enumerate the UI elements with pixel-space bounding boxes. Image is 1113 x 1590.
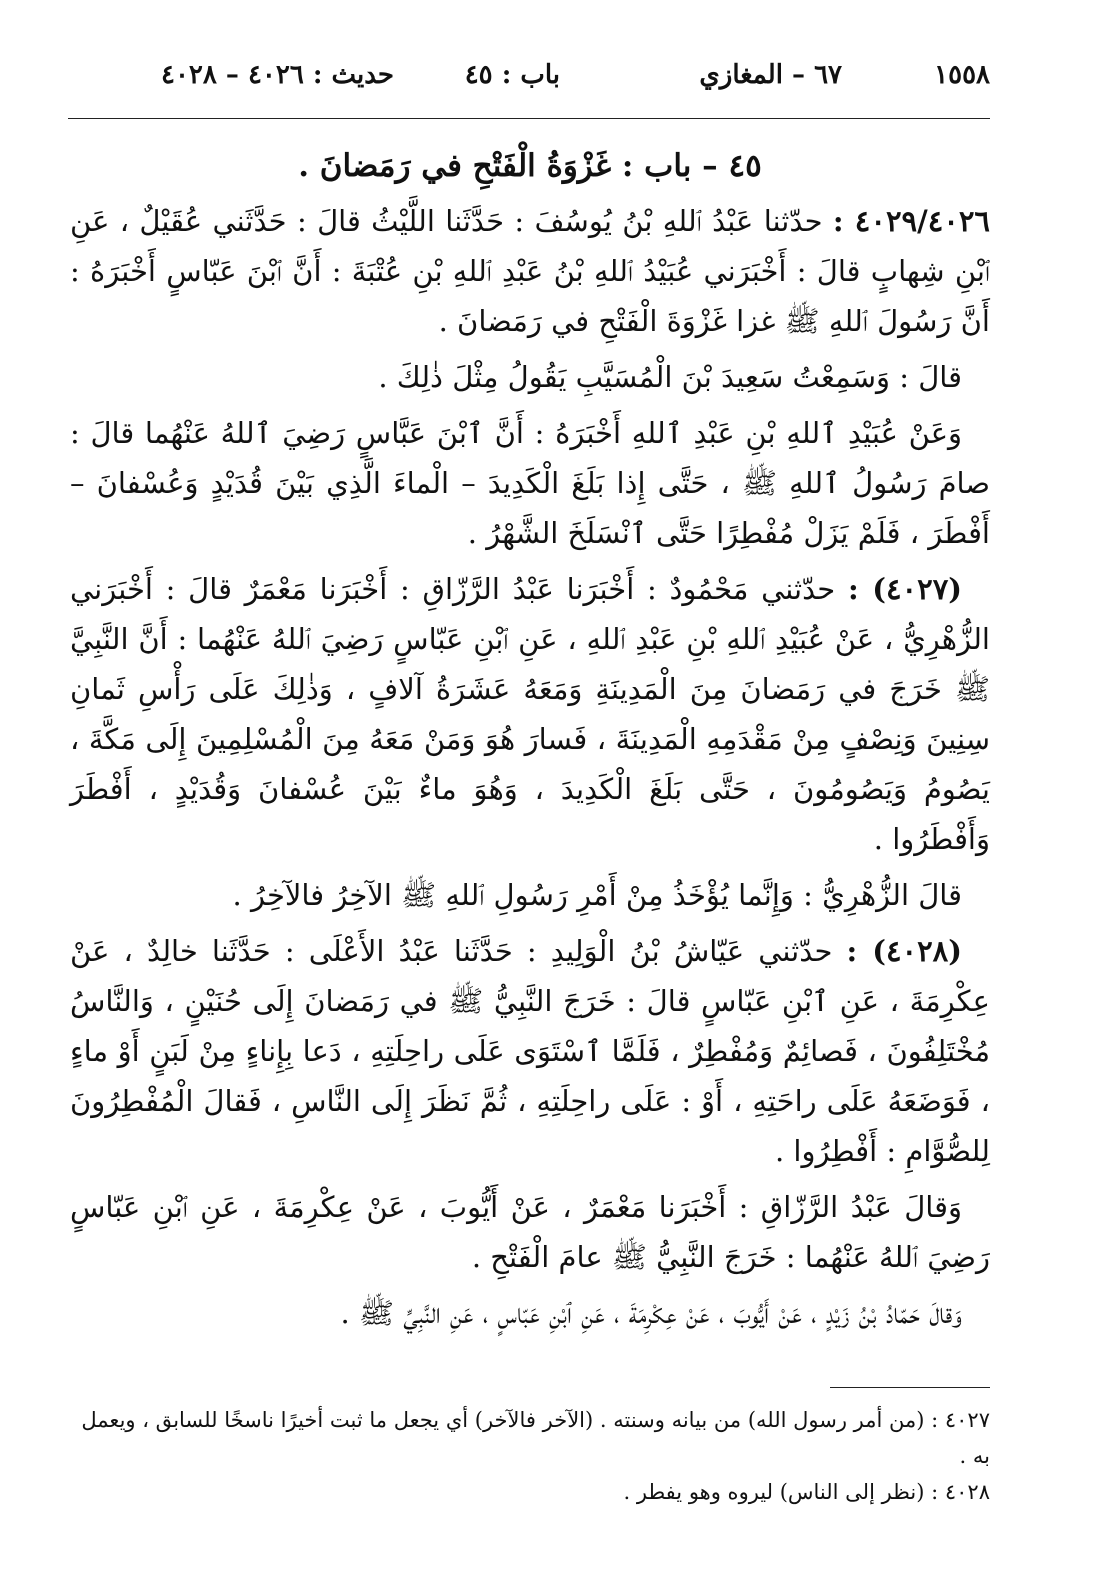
footnote: ٤٠٢٧ : (من أمر رسول الله) من بيانه وسنته . (الآخر فالآخر) أي يجعل ما ثبت أخيرًا ناسخًا للسابق ، ويعمل به . bbox=[81, 1408, 990, 1468]
page-number: ١٥٥٨ bbox=[934, 60, 990, 90]
hadith-paragraph bbox=[70, 352, 990, 402]
footnote-divider bbox=[830, 1387, 990, 1388]
hadith-paragraph bbox=[70, 926, 990, 1176]
running-header bbox=[68, 56, 990, 96]
hadith-paragraph bbox=[70, 564, 990, 864]
hadith-range: حديث : ٤٠٢٦ – ٤٠٢٨ bbox=[160, 60, 394, 90]
footnotes bbox=[70, 1402, 990, 1510]
hadith-paragraph bbox=[70, 1288, 990, 1338]
book-title: ٦٧ – المغازي bbox=[699, 60, 842, 90]
hadith-number: ٤٠٢٩/٤٠٢٦ : bbox=[832, 204, 990, 238]
hadith-text: وَقالَ حَمّادُ بْنُ زَيْدٍ ، عَنْ أَيُّوبَ ، عَنْ عِكْرِمَةَ ، عَنِ ٱبْنِ عَبّاسٍ ، عَنِ النَّبِيِّ ﷺ . bbox=[340, 1296, 962, 1330]
hadith-text: حدّثنا عَبْدُ ٱللهِ بْنُ يُوسُفَ : حَدَّثَنا اللَّيْثُ قالَ : حَدَّثَني عُقَيْلٌ ، عَنِ ٱبْنِ شِهابٍ قالَ : أَخْبَرَني عُبَيْدُ ٱللهِ بْنُ عَبْدِ ٱللهِ بْنِ عُتْبَةَ : أَنَّ ٱبْنَ عَبّاسٍ أَخْبَرَهُ : أَنَّ رَسُولَ ٱللهِ ﷺ غزا غَزْوَةَ الْفَتْحِ في رَمَضانَ . bbox=[70, 204, 990, 338]
header-divider bbox=[68, 118, 990, 119]
main-text bbox=[70, 140, 990, 1344]
hadith-number: (٤٠٢٧) : bbox=[847, 572, 963, 606]
hadith-paragraph bbox=[70, 870, 990, 920]
hadith-text: قالَ : وَسَمِعْتُ سَعِيدَ بْنَ الْمُسَيَّبِ يَقُولُ مِثْلَ ذٰلِكَ . bbox=[378, 360, 962, 394]
hadith-paragraph bbox=[70, 1182, 990, 1282]
bab-reference: باب : ٤٥ bbox=[464, 60, 560, 90]
footnote: ٤٠٢٨ : (نظر إلى الناس) ليروه وهو يفطر . bbox=[623, 1480, 990, 1504]
hadith-text: حدّثني عَيّاشُ بْنُ الْوَلِيدِ : حَدَّثَنا عَبْدُ الأَعْلَى : حَدَّثَنا خالِدٌ ، عَنْ عِكْرِمَةَ ، عَنِ ٱبْنِ عَبّاسٍ قالَ : خَرَجَ النَّبِيُّ ﷺ في رَمَضانَ إِلَى حُنَيْنٍ ، وَالنَّاسُ مُخْتَلِفُونَ ، فَصائِمٌ وَمُفْطِرٌ ، فَلَمَّا ٱسْتَوَى عَلَى راحِلَتِهِ ، دَعا بِإِناءٍ مِنْ لَبَنٍ أَوْ ماءٍ ، فَوَضَعَهُ عَلَى راحَتِهِ ، أَوْ : عَلَى راحِلَتِهِ ، ثُمَّ نَظَرَ إِلَى النَّاسِ ، فَقالَ الْمُفْطِرُونَ لِلصُّوَّامِ : أَفْطِرُوا . bbox=[70, 934, 990, 1168]
hadith-paragraph bbox=[70, 196, 990, 346]
hadith-text: وَعَنْ عُبَيْدِ ٱللهِ بْنِ عَبْدِ ٱللهِ أَخْبَرَهُ : أَنَّ ٱبْنَ عَبَّاسٍ رَضِيَ ٱللهُ عَنْهُما قالَ : صامَ رَسُولُ ٱللهِ ﷺ ، حَتَّى إِذا بَلَغَ الْكَدِيدَ – الْماءَ الَّذِي بَيْنَ قُدَيْدٍ وَعُسْفانَ – أَفْطَرَ ، فَلَمْ يَزَلْ مُفْطِرًا حَتَّى ٱنْسَلَخَ الشَّهْرُ . bbox=[70, 416, 990, 550]
hadith-number: (٤٠٢٨) : bbox=[846, 934, 962, 968]
chapter-title: ٤٥ – باب : غَزْوَةُ الْفَتْحِ في رَمَضانَ . bbox=[298, 148, 762, 184]
hadith-text: وَقالَ عَبْدُ الرَّزّاقِ : أَخْبَرَنا مَعْمَرٌ ، عَنْ أَيُّوبَ ، عَنْ عِكْرِمَةَ ، عَنِ ٱبْنِ عَبّاسٍ رَضِيَ ٱللهُ عَنْهُما : خَرَجَ النَّبِيُّ ﷺ عامَ الْفَتْحِ . bbox=[70, 1190, 990, 1274]
hadith-text: حدّثني مَحْمُودٌ : أَخْبَرَنا عَبْدُ الرَّزّاقِ : أَخْبَرَنا مَعْمَرٌ قالَ : أَخْبَرَني الزُّهْرِيُّ ، عَنْ عُبَيْدِ ٱللهِ بْنِ عَبْدِ ٱللهِ ، عَنِ ٱبْنِ عَبّاسٍ رَضِيَ ٱللهُ عَنْهُما : أَنَّ النَّبِيَّ ﷺ خَرَجَ في رَمَضانَ مِنَ الْمَدِينَةِ وَمَعَهُ عَشَرَةُ آلافٍ ، وَذٰلِكَ عَلَى رَأْسِ ثَمانِ سِنِينَ وَنِصْفٍ مِنْ مَقْدَمِهِ الْمَدِينَةَ ، فَسارَ هُوَ وَمَنْ مَعَهُ مِنَ الْمُسْلِمِينَ إِلَى مَكَّةَ ، يَصُومُ وَيَصُومُونَ ، حَتَّى بَلَغَ الْكَدِيدَ ، وَهُوَ ماءٌ بَيْنَ عُسْفانَ وَقُدَيْدٍ ، أَفْطَرَ وَأَفْطَرُوا . bbox=[70, 572, 990, 856]
hadith-paragraph bbox=[70, 408, 990, 558]
hadith-text: قالَ الزُّهْرِيُّ : وَإِنَّما يُؤْخَذُ مِنْ أَمْرِ رَسُولِ ٱللهِ ﷺ الآخِرُ فالآخِرُ . bbox=[232, 878, 962, 912]
